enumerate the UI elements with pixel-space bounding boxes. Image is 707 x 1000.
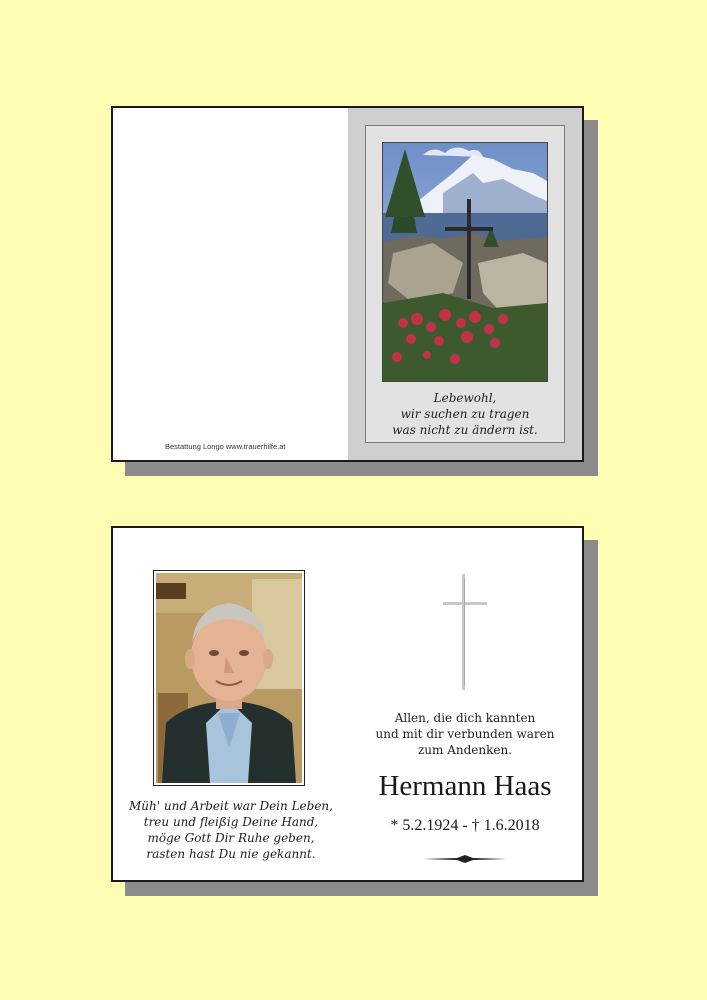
dedication-line: zum Andenken. (417, 743, 513, 757)
left-verse-line: rasten hast Du nie gekannt. (146, 847, 316, 861)
dedication-line: Allen, die dich kannten (394, 711, 536, 725)
left-verse-line: treu und fleißig Deine Hand, (143, 815, 319, 829)
cross-icon (440, 572, 490, 696)
front-card-left-panel (113, 108, 348, 460)
front-verse-line: was nicht zu ändern ist. (392, 423, 538, 437)
front-card-right-panel (348, 108, 582, 460)
mountain-cross-photo (382, 142, 548, 382)
deceased-name: Hermann Haas (378, 770, 552, 802)
portrait-photo (153, 570, 305, 786)
front-card (111, 106, 584, 462)
front-verse (366, 390, 564, 438)
left-verse-line: möge Gott Dir Ruhe geben, (147, 831, 315, 845)
left-verse-line: Müh' und Arbeit war Dein Leben, (129, 799, 333, 813)
front-verse-line: Lebewohl, (433, 391, 497, 405)
ornament-divider (423, 850, 507, 869)
inside-card (111, 526, 584, 882)
front-verse-line: wir suchen zu tragen (400, 407, 530, 421)
funeral-home-imprint: Bestattung Longo www.trauerhilfe.at (165, 442, 286, 451)
dedication (363, 710, 567, 758)
left-verse (121, 798, 341, 862)
front-card-frame (365, 125, 565, 443)
life-dates: * 5.2.1924 - † 1.6.2018 (390, 817, 540, 834)
dedication-line: und mit dir verbunden waren (375, 727, 555, 741)
